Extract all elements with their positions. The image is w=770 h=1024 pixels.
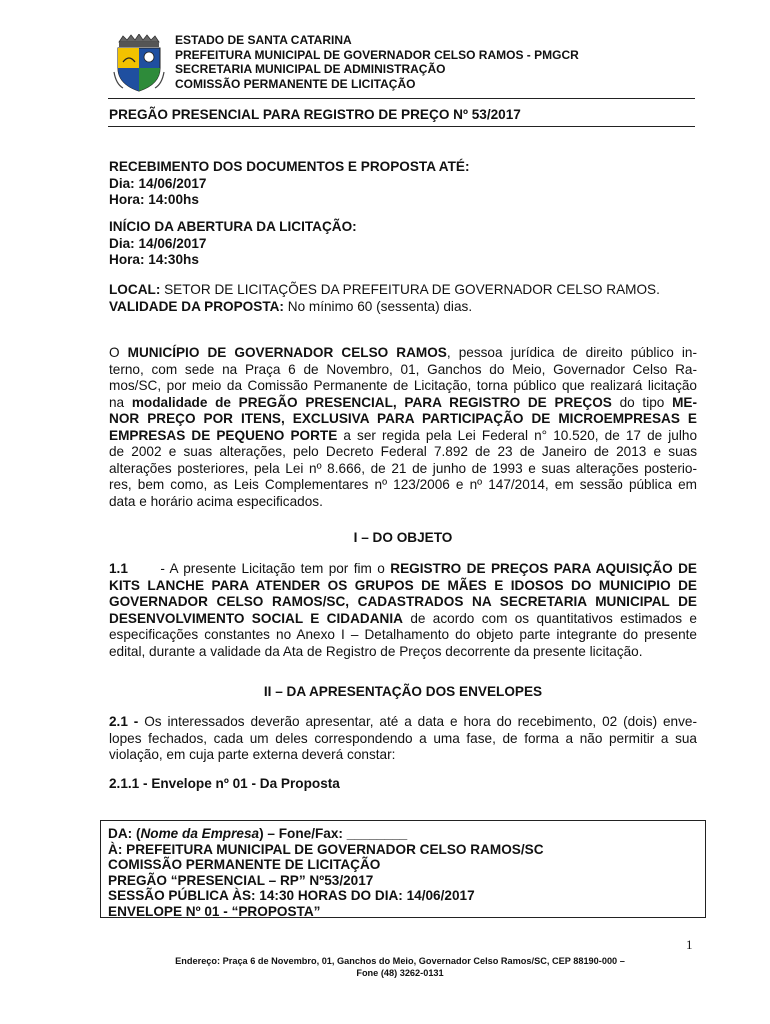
envelope-line: COMISSÃO PERMANENTE DE LICITAÇÃO [108, 857, 381, 872]
validity-text: No mínimo 60 (sessenta) dias. [283, 298, 473, 314]
text-run: do tipo [611, 394, 673, 410]
envelope-label-box [100, 820, 706, 918]
text-run: de acordo com os quantitativos estimados e [402, 610, 697, 626]
receipt-day: Dia: 14/06/2017 [109, 175, 207, 191]
letterhead-line: PREFEITURA MUNICIPAL DE GOVERNADOR CELSO RAMOS - PMGCR [175, 47, 579, 62]
paragraph-line [109, 714, 697, 731]
section-objeto-paragraph [109, 561, 697, 660]
letterhead-line: COMISSÃO PERMANENTE DE LICITAÇÃO [175, 76, 416, 91]
text-run: EMPRESAS DE PEQUENO PORTE [109, 427, 338, 443]
page-number: 1 [686, 937, 693, 952]
municipal-crest-logo [113, 34, 165, 92]
subsection-envelope-1: 2.1.1 - Envelope nº 01 - Da Proposta [109, 776, 340, 791]
text-run: Nome da Empresa [140, 826, 260, 841]
title-divider [108, 126, 695, 127]
text-run: a ser regida pela Lei Federal n° 10.520, de 17 de julho [337, 427, 697, 443]
local-validity-block [109, 282, 697, 315]
text-run: DA: ( [108, 826, 141, 841]
paragraph-line: res, bem como, as Leis Complementares nº 123/2006 e nº 147/2014, em sessão pública em [109, 477, 697, 492]
receipt-heading: RECEBIMENTO DOS DOCUMENTOS E PROPOSTA ATÉ: [109, 159, 470, 174]
text-run: , pessoa jurídica de direito público in- [446, 345, 697, 360]
text-run: MUNICÍPIO DE GOVERNADOR CELSO RAMOS [127, 345, 447, 360]
validity-line [109, 299, 697, 316]
paragraph-line: KITS LANCHE PARA ATENDER OS GRUPOS DE MÃES E IDOSOS DO MUNICIPIO DE [109, 577, 697, 593]
local-label: LOCAL: [109, 282, 161, 297]
paragraph-line: violação, em cuja parte externa deverá constar: [109, 747, 396, 762]
text-run: ) – Fone/Fax: ________ [259, 826, 408, 841]
paragraph-line: de 2002 e suas alterações, pelo Decreto Federal 7.892 de 23 de Janeiro de 2013 e suas [109, 444, 697, 459]
paragraph-line: mos/SC, por meio da Comissão Permanente de Licitação, torna público que realizará licitação [109, 378, 697, 393]
receipt-hour: Hora: 14:00hs [109, 192, 199, 207]
text-run: DESENVOLVIMENTO SOCIAL E CIDADANIA [109, 610, 403, 626]
paragraph-line: edital, durante a validade da Ata de Registro de Preços decorrente da presente licitação. [109, 643, 643, 659]
envelope-label-text [108, 826, 544, 919]
paragraph-line [109, 611, 697, 628]
paragraph-line: data e horário acima especificados. [109, 493, 323, 509]
footer-address [100, 955, 700, 979]
header-divider [108, 98, 695, 99]
opening-day: Dia: 14/06/2017 [109, 235, 207, 251]
text-run: REGISTRO DE PREÇOS PARA AQUISIÇÃO DE [390, 561, 697, 576]
envelope-line: À: PREFEITURA MUNICIPAL DE GOVERNADOR CELSO RAMOS/SC [108, 841, 544, 857]
local-line [109, 282, 697, 299]
paragraph-line [109, 561, 697, 578]
envelope-line: PREGÃO “PRESENCIAL – RP” Nº53/2017 [108, 872, 374, 888]
opening-hour: Hora: 14:30hs [109, 252, 199, 267]
paragraph-line: alterações posteriores, pela Lei nº 8.666, de 21 de junho de 1993 e suas alterações posterio- [109, 460, 697, 476]
letterhead-line: ESTADO DE SANTA CATARINA [175, 33, 352, 47]
letterhead-line: SECRETARIA MUNICIPAL DE ADMINISTRAÇÃO [175, 62, 446, 76]
paragraph-line [109, 395, 697, 412]
envelope-line: SESSÃO PÚBLICA ÀS: 14:30 HORAS DO DIA: 14/06/2017 [108, 888, 475, 903]
paragraph-line [109, 428, 697, 445]
footer-line: Endereço: Praça 6 de Novembro, 01, Ganchos do Meio, Governador Celso Ramos/SC, CEP 88190-000 – [175, 956, 625, 966]
paragraph-line: lopes fechados, cada um deles correspondendo a uma fase, de forma a não permitir a sua [109, 730, 697, 746]
paragraph-line: NOR PREÇO POR ITENS, EXCLUSIVA PARA PARTICIPAÇÃO DE MICROEMPRESAS E [109, 411, 697, 426]
text-run: - A presente Licitação tem por fim o [160, 561, 391, 576]
envelope-from-line [108, 826, 544, 842]
text-run: 2.1 - [109, 714, 139, 729]
section-envelopes-paragraph [109, 714, 697, 764]
text-run: modalidade de PREGÃO PRESENCIAL, PARA REGISTRO DE PREÇOS [131, 394, 612, 410]
intro-paragraph [109, 345, 697, 510]
validity-label: VALIDADE DA PROPOSTA: [109, 298, 284, 314]
text-run: 1.1 [109, 561, 161, 576]
footer-line: Fone (48) 3262-0131 [356, 968, 444, 978]
text-run: O [109, 345, 128, 360]
letterhead [175, 33, 579, 91]
section-heading-objeto: I – DO OBJETO [353, 530, 453, 545]
text-run: ME- [672, 394, 697, 410]
receipt-block [109, 159, 697, 209]
opening-heading: INÍCIO DA ABERTURA DA LICITAÇÃO: [109, 219, 357, 234]
document-title: PREGÃO PRESENCIAL PARA REGISTRO DE PREÇO Nº 53/2017 [109, 107, 521, 122]
text-run: na [109, 394, 132, 410]
section-heading-envelopes: II – DA APRESENTAÇÃO DOS ENVELOPES [263, 684, 543, 699]
envelope-line: ENVELOPE Nº 01 - “PROPOSTA” [108, 903, 321, 919]
paragraph-line: terno, com sede na Praça 6 de Novembro, 01, Ganchos do Meio, Governador Celso Ra- [109, 361, 697, 377]
opening-block [109, 219, 697, 269]
text-run: Os interessados deverão apresentar, até a data e hora do recebimento, 02 (dois) enve- [138, 714, 697, 729]
paragraph-line: GOVERNADOR CELSO RAMOS/SC, CADASTRADOS NA SECRETARIA MUNICIPAL DE [109, 594, 697, 609]
paragraph-line [109, 345, 697, 362]
paragraph-line: especificações constantes no Anexo I – Detalhamento do objeto parte integrante do presente [109, 627, 697, 642]
local-text: SETOR DE LICITAÇÕES DA PREFEITURA DE GOVERNADOR CELSO RAMOS. [160, 282, 660, 297]
